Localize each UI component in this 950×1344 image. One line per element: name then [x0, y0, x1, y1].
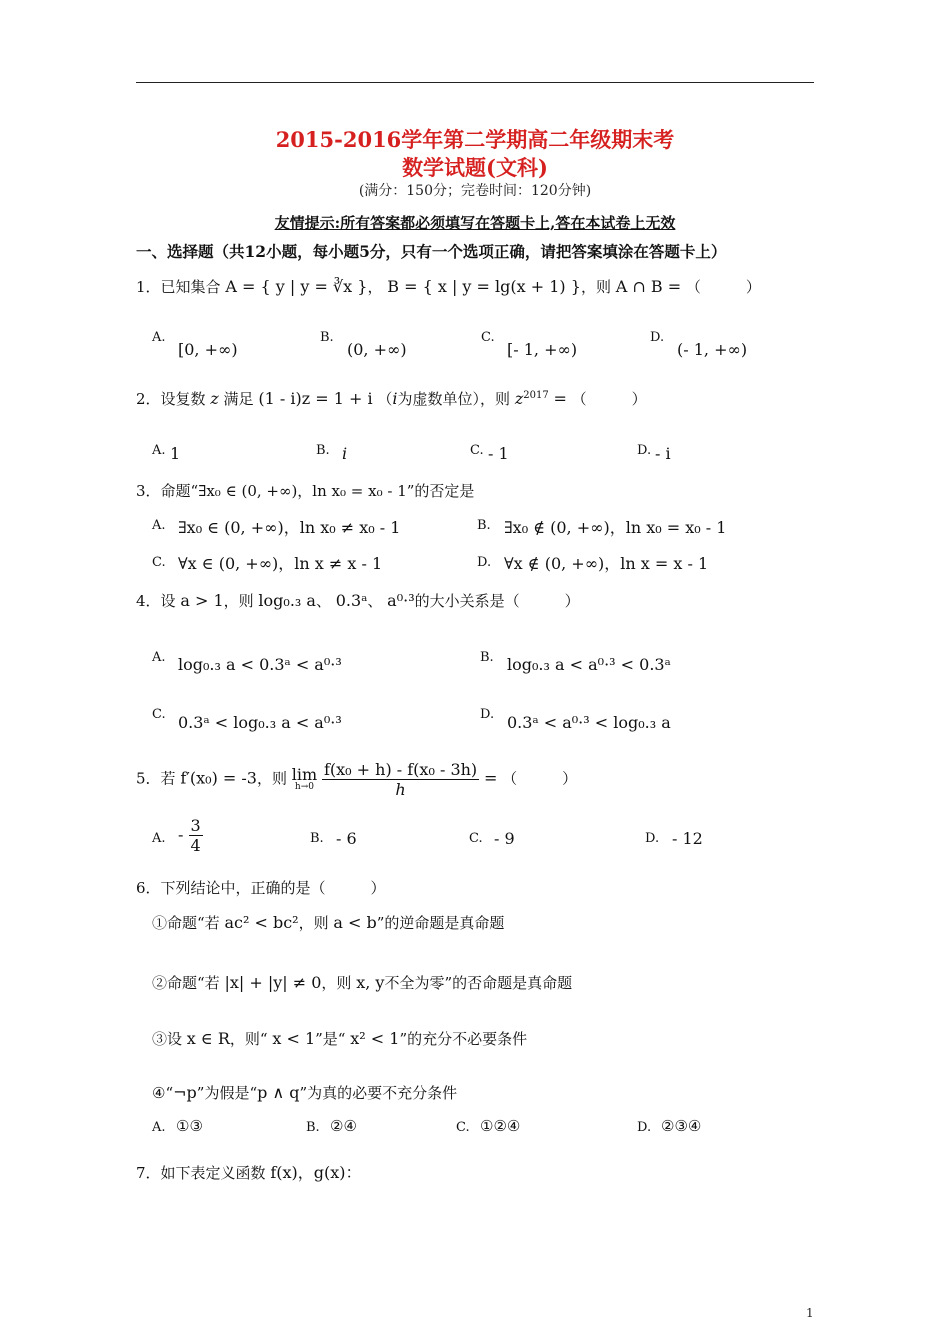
q5-option-a — [178, 816, 203, 855]
q6-s4-m1: ¬p — [173, 1083, 197, 1102]
q6-statement-3 — [152, 1028, 527, 1049]
q3-option-c: ∀x ∈ (0, +∞)，ln x ≠ x - 1 — [178, 554, 383, 573]
q5-option-b-label: B. — [310, 831, 324, 846]
q1-option-b: (0, +∞) — [347, 340, 407, 359]
q3-option-a: ∃x₀ ∈ (0, +∞)，ln x₀ ≠ x₀ - 1 — [178, 518, 401, 537]
q4-option-a: log₀.₃ a < 0.3ᵃ < a⁰·³ — [178, 655, 342, 674]
q6-s2-post: 不全为零”的否命题是真命题 — [384, 974, 573, 992]
q5-option-d-label: D. — [645, 831, 660, 846]
exam-subtitle: 数学试题(文科) — [402, 155, 548, 180]
q1-text: 1．已知集合 — [136, 278, 221, 296]
q2-text-a: 2．设复数 — [136, 390, 206, 408]
q5-eq: = — [483, 768, 498, 788]
q6-s3-mid: ，则“ — [229, 1030, 268, 1048]
q6-s3-m1: x ∈ R — [186, 1029, 230, 1048]
q6-s2-m2: x, y — [356, 973, 385, 992]
q6-s2-m1: |x| + |y| ≠ 0 — [224, 973, 322, 992]
question-3: 3．命题“∃x₀ ∈ (0, +∞)，ln x₀ = x₀ - 1”的否定是 — [136, 482, 475, 500]
q6-s1-m2: a < b — [333, 913, 377, 932]
question-1 — [136, 276, 761, 297]
q1-set-a: A = { y | y = ∛x } — [225, 277, 368, 296]
q6-option-d: ②③④ — [661, 1117, 702, 1135]
q6-option-c-label: C. — [456, 1120, 470, 1135]
q4-power: a⁰·³ — [387, 591, 415, 610]
q2-equation: (1 - i)z = 1 + i — [258, 389, 373, 408]
q5-denominator: h — [395, 780, 406, 799]
q2-eq: = — [553, 389, 567, 408]
q5-limit — [292, 767, 317, 792]
exam-meta: (满分：150分；完卷时间：120分钟) — [358, 183, 592, 199]
q4-option-c: 0.3ᵃ < log₀.₃ a < a⁰·³ — [178, 713, 342, 732]
question-5 — [136, 760, 577, 799]
q2-option-a-label: A. — [152, 443, 166, 458]
q6-s3-mid2: ”是“ — [315, 1030, 346, 1048]
q1-option-c: [- 1, +∞) — [507, 340, 578, 359]
q6-s1-pre: ①命题“若 — [152, 914, 220, 932]
q5-option-b: - 6 — [336, 829, 357, 848]
q1-sep: ， — [367, 278, 383, 296]
q5-option-a-den: 4 — [190, 836, 201, 855]
q2-option-d: - i — [655, 444, 671, 463]
q3-option-c-label: C. — [152, 555, 166, 570]
q2-paren: （ ） — [571, 390, 647, 408]
q6-s2-pre: ②命题“若 — [152, 974, 220, 992]
q4-sep2: 、 — [367, 592, 383, 610]
q2-option-d-label: D. — [637, 443, 652, 458]
q4-exp: 0.3ᵃ — [335, 591, 368, 610]
q4-option-d: 0.3ᵃ < a⁰·³ < log₀.₃ a — [507, 713, 671, 732]
q6-statement-2 — [152, 972, 572, 993]
q1-option-a-label: A. — [152, 330, 166, 345]
q6-s4-pre: ④“ — [152, 1084, 174, 1102]
q1-set-b: B = { x | y = lg(x + 1) } — [387, 277, 581, 296]
q3-option-b-label: B. — [477, 518, 491, 533]
q4-sep1: 、 — [315, 592, 331, 610]
q4-option-d-label: D. — [480, 707, 495, 722]
q1-option-a: [0, +∞) — [178, 340, 238, 359]
q6-s4-mid: ”为假是“ — [196, 1084, 258, 1102]
page-number: 1 — [806, 1306, 814, 1320]
exam-title: 2015-2016学年第二学期高二年级期末考 — [275, 127, 675, 152]
q2-option-c: - 1 — [488, 444, 509, 463]
q4-option-a-label: A. — [152, 650, 166, 665]
question-2 — [136, 388, 647, 409]
q5-numerator: f(x₀ + h) - f(x₀ - 3h) — [323, 760, 478, 779]
q6-s1-post: ”的逆命题是真命题 — [376, 914, 505, 932]
question-7 — [136, 1160, 362, 1183]
q1-paren: （ ） — [685, 278, 761, 296]
q2-text-d: 为虚数单位），则 — [397, 390, 511, 408]
q2-z: z — [210, 389, 219, 408]
q7-functions: f(x)，g(x)： — [270, 1163, 362, 1182]
q2-text-c: （ — [377, 390, 393, 408]
q1-option-c-label: C. — [481, 330, 495, 345]
section-title: 一、选择题（共12小题，每小题5分，只有一个选项正确，请把答案填涂在答题卡上） — [136, 242, 727, 261]
q5-option-a-sign: - — [178, 825, 184, 844]
q6-statement-4 — [152, 1082, 457, 1103]
q2-option-b-label: B. — [316, 443, 330, 458]
q5-option-a-fraction — [189, 816, 203, 855]
q6-s1-mid: ，则 — [298, 914, 329, 932]
q4-text-a: 4．设 — [136, 592, 176, 610]
q1-option-b-label: B. — [320, 330, 334, 345]
question-6: 6．下列结论中，正确的是（ ） — [136, 879, 386, 897]
q6-option-a: ①③ — [176, 1117, 203, 1135]
q5-option-c-label: C. — [469, 831, 483, 846]
q6-statement-1 — [152, 912, 504, 933]
q5-option-d: - 12 — [672, 829, 703, 848]
q5-lim-sub: h→0 — [294, 782, 314, 792]
q4-option-b-label: B. — [480, 650, 494, 665]
q5-text-a: 5．若 — [136, 769, 176, 788]
q5-option-c: - 9 — [494, 829, 515, 848]
q2-z-pow: z — [514, 389, 524, 408]
q1-text-b: ，则 — [580, 278, 611, 296]
q6-s2-mid: ，则 — [321, 974, 352, 992]
q4-text-c: 的大小关系是（ ） — [414, 592, 580, 610]
q3-option-d-label: D. — [477, 555, 492, 570]
q2-i: i — [392, 389, 398, 408]
q3-option-d: ∀x ∉ (0, +∞)，ln x = x - 1 — [504, 554, 709, 573]
q5-paren: （ ） — [502, 769, 578, 788]
header-rule — [136, 82, 814, 83]
q4-log: log₀.₃ a — [258, 591, 316, 610]
q1-option-d: (- 1, +∞) — [677, 340, 748, 359]
q6-s3-pre: ③设 — [152, 1030, 183, 1048]
q4-option-c-label: C. — [152, 707, 166, 722]
q2-option-a: 1 — [170, 444, 181, 463]
question-4 — [136, 590, 580, 611]
q6-option-d-label: D. — [637, 1120, 652, 1135]
q1-option-d-label: D. — [650, 330, 665, 345]
q3-option-a-label: A. — [152, 518, 166, 533]
q5-derivative: f′(x₀) = -3 — [180, 768, 257, 788]
q6-option-c: ①②④ — [480, 1117, 521, 1135]
q7-text: 7．如下表定义函数 — [136, 1164, 266, 1182]
q2-power: 2017 — [523, 390, 549, 401]
q5-option-a-num: 3 — [190, 816, 201, 835]
q6-s3-m3: x² < 1 — [350, 1029, 400, 1048]
q1-intersection: A ∩ B = — [615, 277, 682, 296]
q6-option-b-label: B. — [306, 1120, 320, 1135]
q2-option-c-label: C. — [470, 443, 484, 458]
q5-option-a-label: A. — [152, 831, 166, 846]
notice: 友情提示:所有答案都必须填写在答题卡上,答在本试卷上无效 — [274, 214, 676, 232]
q6-s3-m2: x < 1 — [272, 1029, 316, 1048]
q3-option-b: ∃x₀ ∉ (0, +∞)，ln x₀ = x₀ - 1 — [504, 518, 727, 537]
q6-option-b: ②④ — [330, 1117, 357, 1135]
q6-s4-m2: p ∧ q — [257, 1083, 300, 1102]
q6-option-a-label: A. — [152, 1120, 166, 1135]
q5-lim: lim — [291, 765, 318, 784]
q4-text-b: ，则 — [223, 592, 254, 610]
q6-s4-post: ”为真的必要不充分条件 — [299, 1084, 458, 1102]
q6-s3-post: ”的充分不必要条件 — [399, 1030, 528, 1048]
q2-option-b: i — [342, 444, 348, 463]
q5-text-b: ，则 — [256, 769, 287, 788]
q2-text-b: 满足 — [223, 390, 254, 408]
q4-condition: a > 1 — [180, 591, 224, 610]
q5-fraction — [322, 760, 479, 799]
q6-s1-m1: ac² < bc² — [224, 913, 299, 932]
q4-option-b: log₀.₃ a < a⁰·³ < 0.3ᵃ — [507, 655, 671, 674]
